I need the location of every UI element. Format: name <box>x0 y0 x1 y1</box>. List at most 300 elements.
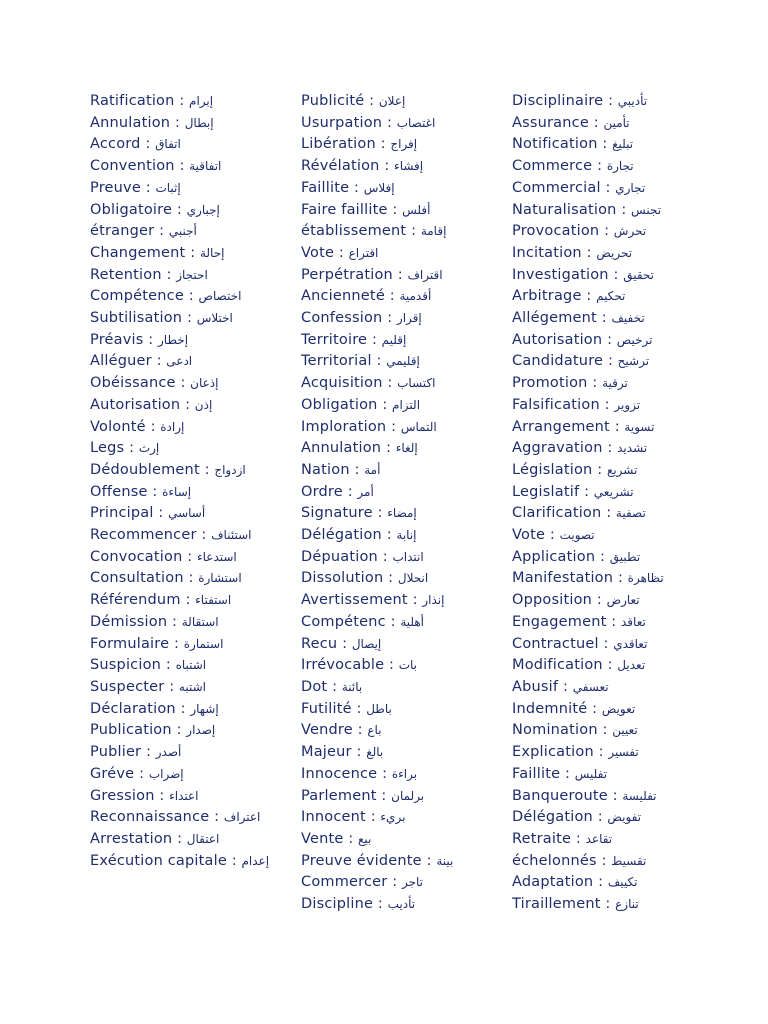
arabic-term: إلغاء <box>395 441 418 456</box>
vocab-entry <box>301 156 506 178</box>
french-term: Faillite : <box>301 179 360 196</box>
arabic-term: تعاقدي <box>613 636 648 651</box>
arabic-term: إعدام <box>241 853 270 868</box>
column-3 <box>512 91 717 916</box>
arabic-term: تحرش <box>613 224 647 239</box>
french-term: Accord : <box>90 136 151 153</box>
arabic-term: تفسير <box>608 745 639 760</box>
french-term: Investigation : <box>512 266 619 283</box>
french-term: Vote : <box>512 527 555 544</box>
french-term: Opposition : <box>512 592 602 609</box>
vocab-entry <box>301 351 506 373</box>
vocab-entry <box>301 243 506 265</box>
french-term: Modification : <box>512 657 613 674</box>
arabic-term: اقتراع <box>348 245 379 260</box>
vocab-entry <box>512 91 717 113</box>
french-term: Convocation : <box>90 548 193 565</box>
french-term: Suspecter : <box>90 678 175 695</box>
vocab-entry <box>301 265 506 287</box>
french-term: Notification : <box>512 136 608 153</box>
arabic-term: اتفاق <box>155 137 181 152</box>
vocab-entry <box>301 113 506 135</box>
arabic-term: تصويت <box>559 528 595 543</box>
french-term: Dédoublement : <box>90 461 210 478</box>
french-term: Gression : <box>90 787 165 804</box>
arabic-term: اكتساب <box>397 376 436 391</box>
french-term: Recommencer : <box>90 527 207 544</box>
french-term: Législation : <box>512 461 603 478</box>
vocab-entry <box>301 786 506 808</box>
arabic-term: ترقية <box>602 376 628 391</box>
french-term: Commercer : <box>301 874 398 891</box>
vocab-entry <box>512 373 717 395</box>
arabic-term: تعيين <box>612 723 638 738</box>
arabic-term: استمارة <box>183 636 224 651</box>
vocab-entry <box>512 851 717 873</box>
arabic-term: إعلان <box>378 94 406 108</box>
arabic-term: إساءة <box>162 484 192 499</box>
vocab-entry <box>512 330 717 352</box>
arabic-term: إيصال <box>351 636 382 651</box>
vocab-entry <box>90 265 295 287</box>
french-term: Commercial : <box>512 179 611 196</box>
french-term: Déclaration : <box>90 700 186 717</box>
arabic-term: برلمان <box>391 788 425 803</box>
arabic-term: تأديب <box>387 897 416 912</box>
vocab-entry <box>90 503 295 525</box>
french-term: Manifestation : <box>512 570 624 587</box>
french-term: Falsification : <box>512 396 610 413</box>
french-term: Ratification : <box>90 93 185 109</box>
arabic-term: إنابة <box>396 528 417 543</box>
arabic-term: انتداب <box>392 549 424 564</box>
arabic-term: اعتراف <box>223 810 261 825</box>
arabic-term: أصدر <box>155 745 182 760</box>
french-term: Avertissement : <box>301 592 418 609</box>
french-term: Candidature : <box>512 353 614 370</box>
vocab-entry <box>90 113 295 135</box>
arabic-term: إفشاء <box>394 159 424 174</box>
arabic-term: أقدمية <box>399 289 432 304</box>
arabic-term: تقاعد <box>585 831 613 846</box>
french-term: Alléguer : <box>90 353 162 370</box>
french-term: Autorisation : <box>90 396 191 413</box>
french-term: Délégation : <box>512 809 603 826</box>
french-term: Discipline : <box>301 896 384 913</box>
french-term: Publication : <box>90 722 182 739</box>
french-term: Consultation : <box>90 570 194 587</box>
vocab-entry <box>512 872 717 894</box>
french-term: Acquisition : <box>301 375 393 392</box>
french-term: Suspicion : <box>90 657 171 674</box>
vocab-entry <box>90 221 295 243</box>
french-term: Irrévocable : <box>301 657 395 674</box>
arabic-term: أمر <box>357 484 374 499</box>
arabic-term: اشتباه <box>175 658 207 673</box>
arabic-term: اشتبه <box>178 679 206 694</box>
vocab-entry <box>90 308 295 330</box>
french-term: Nation : <box>301 461 360 478</box>
french-term: Obligatoire : <box>90 201 183 218</box>
french-term: Retention : <box>90 266 172 283</box>
vocab-entry <box>512 156 717 178</box>
french-term: Aggravation : <box>512 440 613 457</box>
vocab-entry <box>90 438 295 460</box>
french-term: Majeur : <box>301 744 362 761</box>
french-term: Commerce : <box>512 158 603 175</box>
vocab-entry <box>301 178 506 200</box>
vocab-entry <box>301 221 506 243</box>
vocab-entry <box>90 395 295 417</box>
french-term: Vente : <box>301 830 354 847</box>
arabic-term: التزام <box>392 397 421 412</box>
arabic-term: أهلية <box>400 614 425 629</box>
vocab-entry <box>90 829 295 851</box>
vocab-entry <box>512 655 717 677</box>
french-term: Promotion : <box>512 375 598 392</box>
french-term: Formulaire : <box>90 635 180 652</box>
french-term: Changement : <box>90 244 196 261</box>
column-2 <box>301 91 506 916</box>
french-term: Abusif : <box>512 678 569 695</box>
french-term: Usurpation : <box>301 114 393 131</box>
arabic-term: تطبيق <box>609 549 641 564</box>
french-term: Convention : <box>90 158 185 175</box>
arabic-term: تصفية <box>615 506 646 521</box>
arabic-term: تحكيم <box>596 289 626 304</box>
vocab-entry <box>90 699 295 721</box>
arabic-term: تزوير <box>614 397 641 412</box>
french-term: Dot : <box>301 678 338 695</box>
vocab-entry <box>512 221 717 243</box>
vocab-entry <box>301 612 506 634</box>
vocab-entry <box>90 134 295 156</box>
arabic-term: تخفيف <box>611 311 645 326</box>
french-term: échelonnés : <box>512 852 607 869</box>
arabic-term: اتفاقية <box>189 159 222 174</box>
french-term: Dissolution : <box>301 570 394 587</box>
vocab-entry <box>90 351 295 373</box>
vocab-entry <box>90 634 295 656</box>
vocab-entry <box>512 438 717 460</box>
french-term: Preuve : <box>90 179 151 196</box>
vocab-entry <box>90 547 295 569</box>
vocab-entry <box>301 373 506 395</box>
vocab-entry <box>90 243 295 265</box>
french-term: Signature : <box>301 505 383 522</box>
vocab-entry <box>512 742 717 764</box>
vocab-entry <box>512 286 717 308</box>
arabic-term: بائنة <box>341 679 363 694</box>
arabic-term: تفليس <box>574 766 608 781</box>
vocab-entry <box>301 590 506 612</box>
arabic-term: احتجاز <box>176 267 208 282</box>
arabic-term: اعتقال <box>186 831 220 846</box>
vocab-entry <box>90 720 295 742</box>
vocab-entry <box>90 851 270 873</box>
french-term: Offense : <box>90 483 158 500</box>
vocab-entry <box>512 243 717 265</box>
french-term: étranger : <box>90 223 165 240</box>
french-term: Arbitrage : <box>512 288 592 305</box>
vocab-entry <box>90 91 295 113</box>
vocab-entry <box>512 134 717 156</box>
french-term: Annulation : <box>301 440 392 457</box>
vocab-entry <box>512 829 717 851</box>
vocab-entry <box>301 308 506 330</box>
arabic-term: بات <box>398 658 418 673</box>
french-term: Innocence : <box>301 765 388 782</box>
vocab-entry <box>301 807 506 829</box>
vocab-entry <box>301 286 506 308</box>
french-term: Assurance : <box>512 114 599 131</box>
arabic-term: اغتصاب <box>396 115 436 130</box>
column-1 <box>90 91 295 872</box>
arabic-term: إرادة <box>160 419 185 434</box>
vocab-entry <box>90 677 295 699</box>
arabic-term: بيع <box>358 831 372 846</box>
arabic-term: تأديبي <box>617 94 648 108</box>
vocab-entry <box>512 308 717 330</box>
arabic-term: استدعاء <box>196 549 237 564</box>
vocab-entry <box>301 134 506 156</box>
vocab-entry <box>90 612 295 634</box>
arabic-term: إمضاء <box>387 506 417 521</box>
arabic-term: ازدواج <box>214 462 246 477</box>
french-term: Compétenc : <box>301 613 396 630</box>
vocab-entry <box>512 699 717 721</box>
arabic-term: إقامة <box>420 224 447 239</box>
french-term: Confession : <box>301 310 393 327</box>
arabic-term: تسوية <box>624 419 655 434</box>
vocab-entry <box>301 872 506 894</box>
arabic-term: إقليمي <box>386 354 420 369</box>
arabic-term: تعويض <box>601 701 636 716</box>
french-term: Disciplinaire : <box>512 93 614 109</box>
arabic-term: إنذار <box>422 593 445 608</box>
arabic-term: إضراب <box>148 766 184 781</box>
arabic-term: تجاري <box>615 180 646 195</box>
french-term: Naturalisation : <box>512 201 627 218</box>
arabic-term: إبطال <box>184 115 214 130</box>
french-term: Allégement : <box>512 310 607 327</box>
french-term: Tiraillement : <box>512 896 611 913</box>
french-term: Arrangement : <box>512 418 620 435</box>
vocab-entry <box>301 547 506 569</box>
arabic-term: تبليغ <box>612 137 634 152</box>
arabic-term: تشريع <box>606 462 638 477</box>
vocab-entry <box>90 200 295 222</box>
vocab-entry <box>301 742 506 764</box>
french-term: Annulation : <box>90 114 181 131</box>
french-term: Reconnaissance : <box>90 809 220 826</box>
vocab-entry <box>512 634 717 656</box>
vocab-entry <box>301 655 506 677</box>
arabic-term: اختلاس <box>196 311 233 326</box>
french-term: Banqueroute : <box>512 787 618 804</box>
french-term: Faire faillite : <box>301 201 398 218</box>
vocab-entry <box>512 525 717 547</box>
vocab-entry <box>301 851 506 873</box>
vocab-entry <box>301 568 506 590</box>
arabic-term: تجارة <box>606 159 634 174</box>
french-term: Gréve : <box>90 765 145 782</box>
french-term: Vendre : <box>301 722 363 739</box>
vocab-entry <box>301 482 506 504</box>
vocab-entry <box>512 568 717 590</box>
vocab-entry <box>512 612 717 634</box>
french-term: Préavis : <box>90 331 154 348</box>
french-term: Futilité : <box>301 700 362 717</box>
vocab-entry <box>301 330 506 352</box>
french-term: Délégation : <box>301 527 392 544</box>
vocab-entry <box>512 460 717 482</box>
arabic-term: اقتراف <box>407 267 443 282</box>
arabic-term: تعديل <box>617 658 646 673</box>
vocab-entry <box>512 200 717 222</box>
french-term: Arrestation : <box>90 830 183 847</box>
french-term: Territoire : <box>301 331 378 348</box>
french-term: Vote : <box>301 244 344 261</box>
arabic-term: أساسي <box>168 506 206 521</box>
french-term: établissement : <box>301 223 417 240</box>
french-term: Engagement : <box>512 613 617 630</box>
french-term: Incitation : <box>512 244 592 261</box>
vocab-entry <box>301 894 506 916</box>
vocab-entry <box>512 482 717 504</box>
vocab-entry <box>512 503 717 525</box>
vocab-entry <box>90 742 295 764</box>
arabic-term: إرث <box>138 441 160 456</box>
french-term: Faillite : <box>512 765 571 782</box>
vocab-entry <box>90 286 295 308</box>
arabic-term: تأمين <box>603 115 630 130</box>
arabic-term: تفويض <box>607 810 642 825</box>
arabic-term: اعتداء <box>169 788 199 803</box>
arabic-term: استئناف <box>211 528 252 543</box>
arabic-term: التماس <box>400 419 437 434</box>
vocab-entry <box>512 417 717 439</box>
arabic-term: إقليم <box>381 332 407 347</box>
vocab-entry <box>90 460 295 482</box>
french-term: Indemnité : <box>512 700 598 717</box>
arabic-term: تكييف <box>607 875 638 890</box>
vocab-entry <box>512 395 717 417</box>
french-term: Imploration : <box>301 418 397 435</box>
french-term: Legislatif : <box>512 483 590 500</box>
vocab-entry <box>90 482 295 504</box>
vocab-entry <box>301 417 506 439</box>
arabic-term: إقرار <box>396 311 422 326</box>
french-term: Territorial : <box>301 353 382 370</box>
vocab-entry <box>90 525 295 547</box>
french-term: Application : <box>512 548 606 565</box>
arabic-term: تحريض <box>596 245 633 260</box>
arabic-term: تاجر <box>401 875 424 890</box>
vocab-entry <box>301 438 506 460</box>
french-term: Publicité : <box>301 93 375 109</box>
vocab-entry <box>90 655 295 677</box>
french-term: Révélation : <box>301 158 390 175</box>
french-term: Principal : <box>90 505 164 522</box>
arabic-term: ادعى <box>166 354 193 369</box>
vocab-entry <box>301 677 506 699</box>
vocab-entry <box>301 395 506 417</box>
vocab-entry <box>512 113 717 135</box>
vocab-entry <box>512 178 717 200</box>
french-term: Preuve évidente : <box>301 852 432 869</box>
arabic-term: إذن <box>194 397 213 412</box>
french-term: Subtilisation : <box>90 310 193 327</box>
french-term: Provocation : <box>512 223 610 240</box>
arabic-term: انحلال <box>397 571 429 586</box>
french-term: Legs : <box>90 440 135 457</box>
french-term: Retraite : <box>512 830 582 847</box>
french-term: Adaptation : <box>512 874 604 891</box>
arabic-term: تشديد <box>617 441 648 456</box>
arabic-term: تعاقد <box>621 614 646 629</box>
arabic-term: إصدار <box>186 723 216 738</box>
vocab-entry <box>301 460 506 482</box>
vocab-entry <box>90 156 295 178</box>
arabic-term: براءة <box>391 766 418 781</box>
arabic-term: اختصاص <box>198 289 242 304</box>
arabic-term: تشريعي <box>593 484 634 499</box>
arabic-term: إثبات <box>155 180 181 195</box>
french-term: Exécution capitale : <box>90 852 237 869</box>
vocab-entry <box>301 91 506 113</box>
arabic-term: استقالة <box>181 614 219 629</box>
arabic-term: إفراج <box>390 137 418 152</box>
vocab-entry <box>301 720 506 742</box>
vocab-entry <box>512 807 717 829</box>
vocab-entry <box>512 265 717 287</box>
arabic-term: باع <box>367 723 382 738</box>
arabic-term: تعسفي <box>572 679 609 694</box>
vocab-entry <box>90 178 295 200</box>
french-term: Volonté : <box>90 418 156 435</box>
arabic-term: تظاهرة <box>627 571 664 586</box>
arabic-term: إجباري <box>186 202 220 217</box>
french-term: Libération : <box>301 136 386 153</box>
french-term: Dépuation : <box>301 548 388 565</box>
vocab-entry <box>90 417 295 439</box>
arabic-term: إحالة <box>199 245 225 260</box>
vocab-entry <box>512 720 717 742</box>
french-term: Démission : <box>90 613 178 630</box>
arabic-term: إشهار <box>190 701 219 716</box>
arabic-term: تفليسة <box>622 788 657 803</box>
arabic-term: إفلاس <box>363 180 395 195</box>
french-term: Explication : <box>512 744 604 761</box>
arabic-term: أفلس <box>402 202 431 217</box>
arabic-term: استشارة <box>198 571 242 586</box>
arabic-term: باطل <box>366 701 392 716</box>
arabic-term: تجنس <box>631 202 662 217</box>
arabic-term: إذعان <box>190 376 219 391</box>
french-term: Ordre : <box>301 483 353 500</box>
vocab-entry <box>301 200 506 222</box>
arabic-term: تقسيط <box>611 853 647 868</box>
french-term: Autorisation : <box>512 331 613 348</box>
vocab-entry <box>90 786 295 808</box>
arabic-term: أجنبي <box>168 224 197 239</box>
french-term: Compétence : <box>90 288 194 305</box>
arabic-term: بالغ <box>366 745 384 760</box>
arabic-term: إبرام <box>189 94 214 108</box>
vocab-entry <box>90 590 295 612</box>
vocab-entry <box>301 503 506 525</box>
